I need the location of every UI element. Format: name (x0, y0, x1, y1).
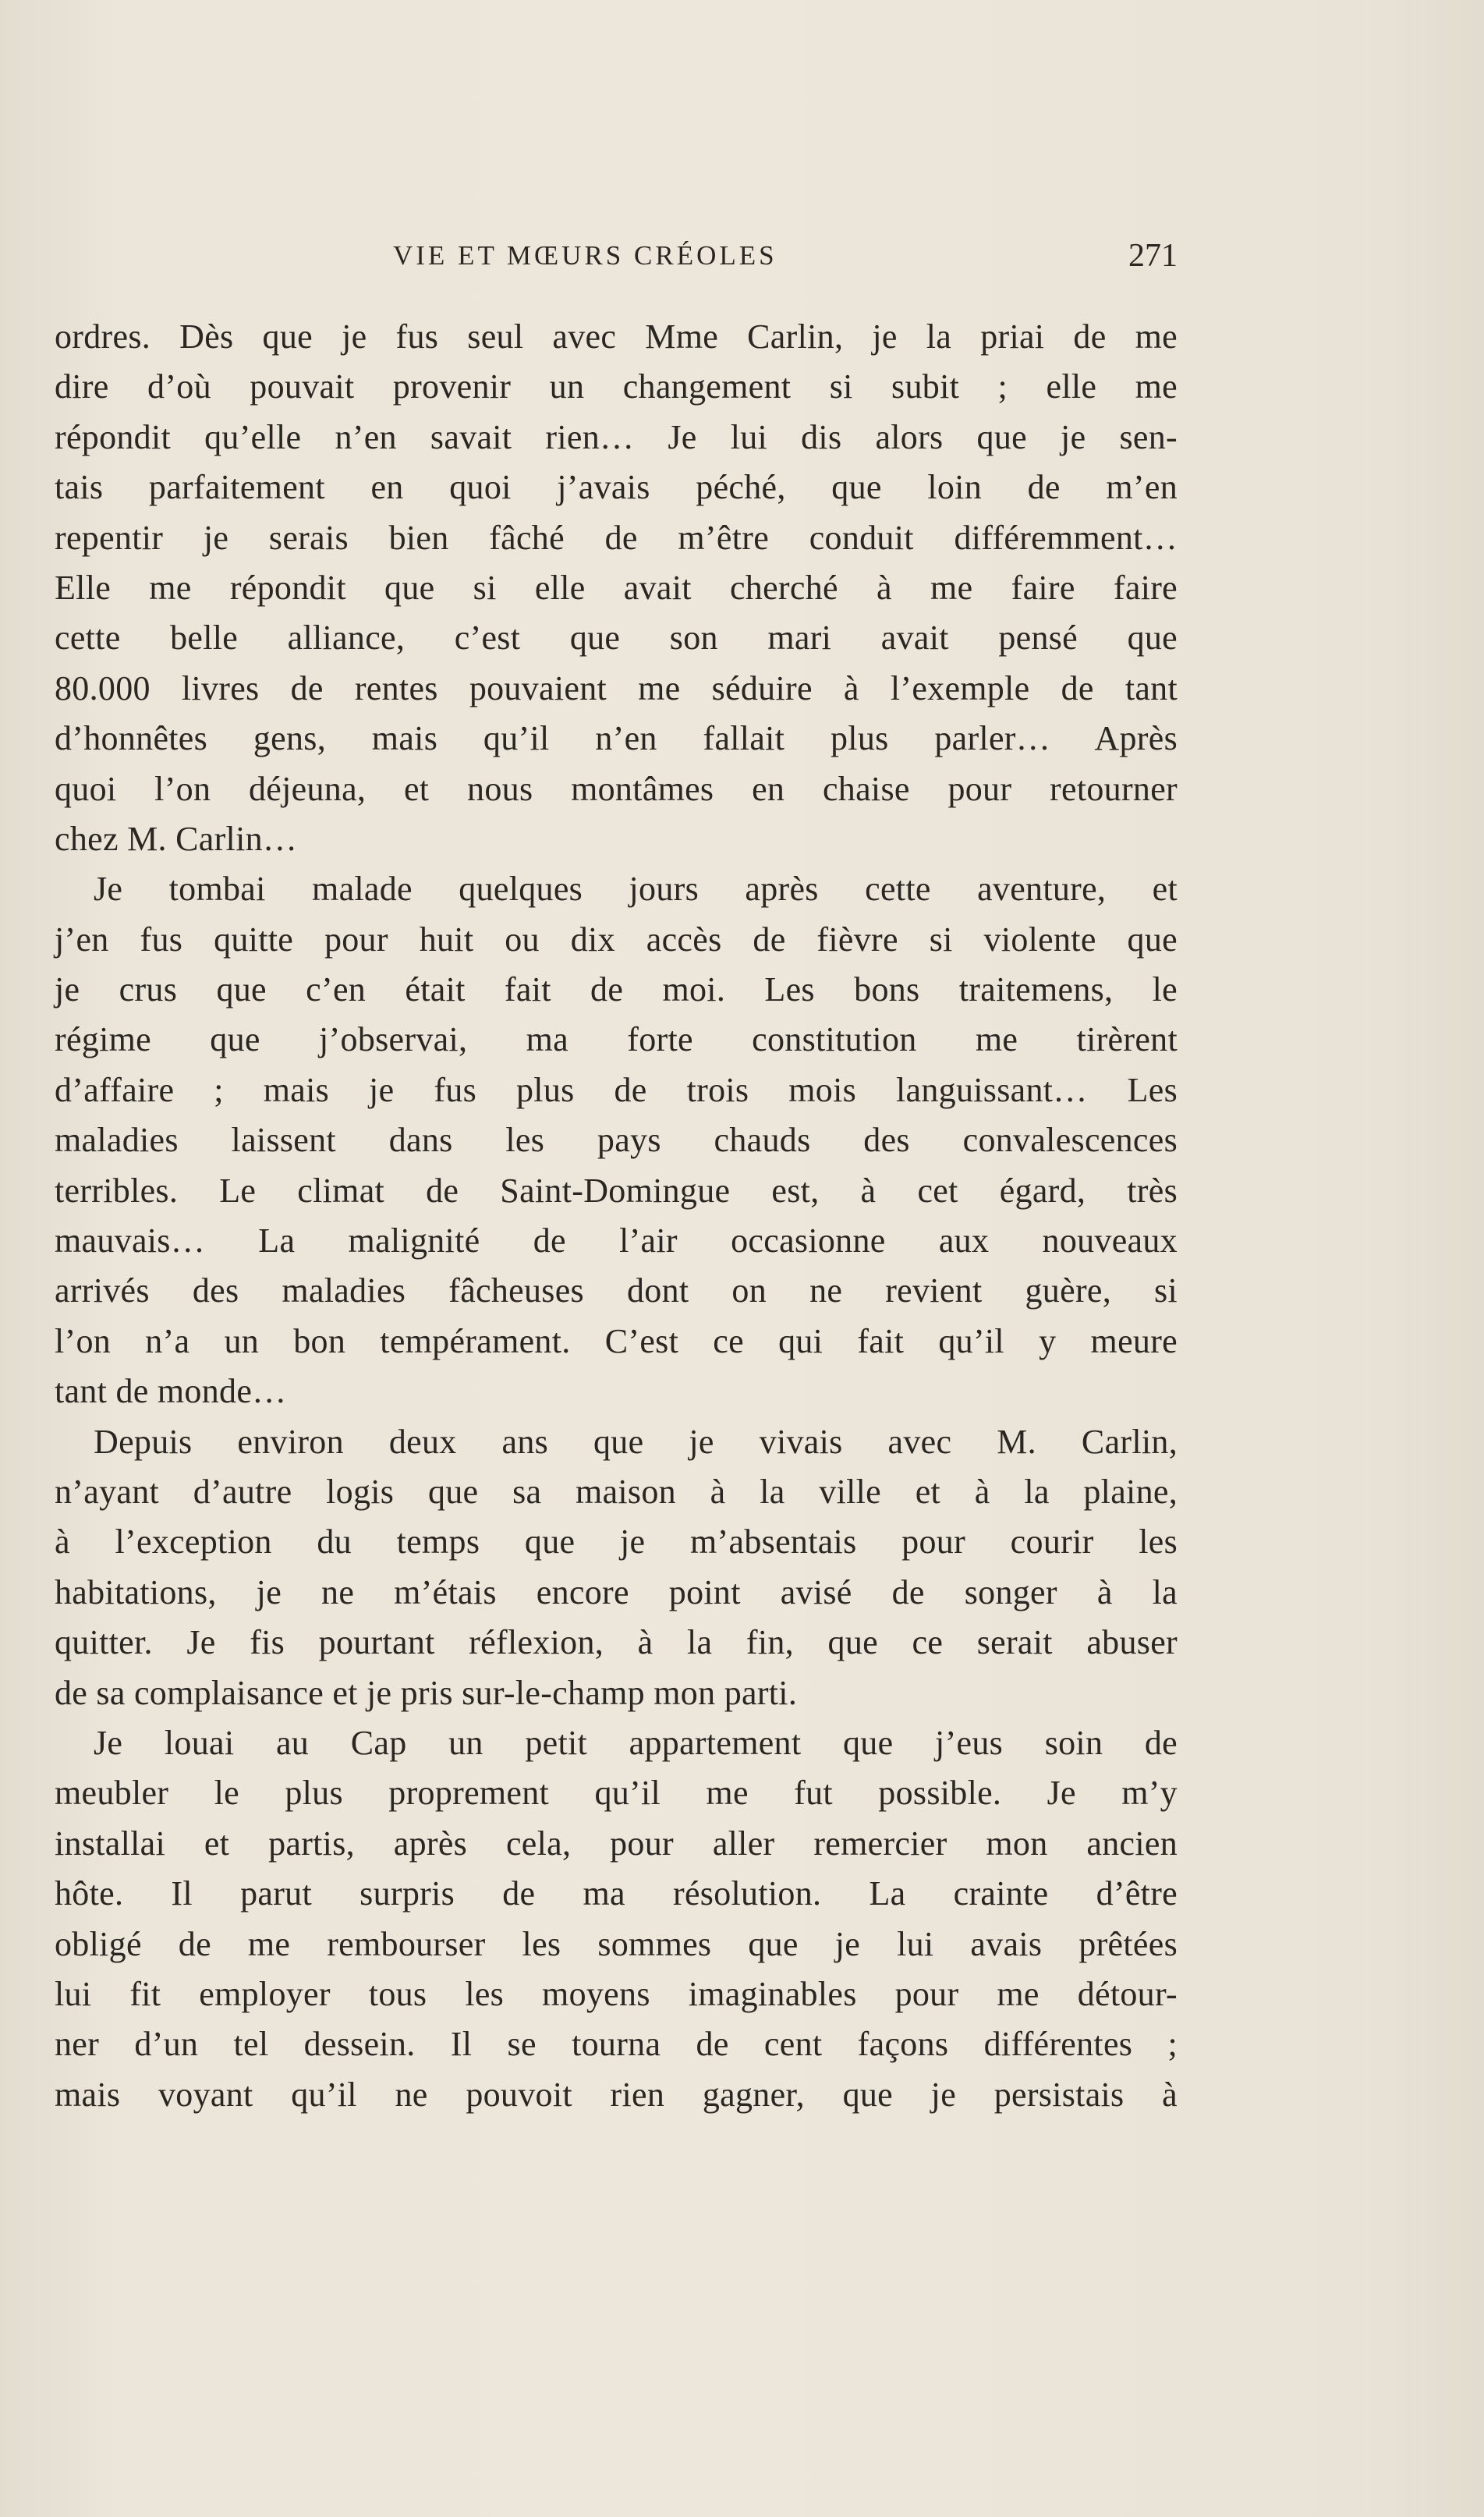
text-line: arrivés des maladies fâcheuses dont on ne revient guère, si (55, 1271, 1178, 1310)
text-line: ner d’un tel dessein. Il se tourna de cent façons différentes ; (55, 2025, 1178, 2064)
text-line: ordres. Dès que je fus seul avec Mme Carlin, je la priai de me (55, 317, 1178, 356)
body-text (55, 312, 1178, 2120)
text-line: meubler le plus proprement qu’il me fut possible. Je m’y (55, 1774, 1178, 1813)
text-line: chez M. Carlin… (55, 819, 298, 858)
text-line: Je louai au Cap un petit appartement que j’eus soin de (94, 1723, 1178, 1762)
text-line: tant de monde… (55, 1372, 287, 1411)
text-line: Je tombai malade quelques jours après cette aventure, et (94, 870, 1178, 909)
text-line: l’on n’a un bon tempérament. C’est ce qui fait qu’il y meure (55, 1321, 1178, 1360)
text-line: cette belle alliance, c’est que son mari avait pensé que (55, 619, 1178, 658)
text-line: maladies laissent dans les pays chauds des convalescences (55, 1121, 1178, 1160)
text-line: à l’exception du temps que je m’absentais pour courir les (55, 1523, 1178, 1562)
text-line: je crus que c’en était fait de moi. Les bons traitemens, le (55, 970, 1178, 1009)
text-line: de sa complaisance et je pris sur-le-champ mon parti. (55, 1673, 798, 1712)
text-line: Elle me répondit que si elle avait cherché à me faire faire (55, 568, 1178, 607)
text-line: mais voyant qu’il ne pouvoit rien gagner, que je persistais à (55, 2075, 1178, 2114)
text-line: régime que j’observai, ma forte constitution me tirèrent (55, 1020, 1178, 1059)
text-line: quoi l’on déjeuna, et nous montâmes en chaise pour retourner (55, 769, 1178, 808)
text-line: dire d’où pouvait provenir un changement si subit ; elle me (55, 367, 1178, 406)
text-line: d’affaire ; mais je fus plus de trois mois languissant… Les (55, 1070, 1178, 1109)
text-line: n’ayant d’autre logis que sa maison à la ville et à la plaine, (55, 1472, 1178, 1511)
text-line: terribles. Le climat de Saint-Domingue est, à cet égard, très (55, 1171, 1178, 1210)
page-header (55, 236, 1178, 282)
text-line: répondit qu’elle n’en savait rien… Je lui dis alors que je sen- (55, 417, 1178, 456)
page-number: 271 (1128, 238, 1178, 274)
text-line: lui fit employer tous les moyens imaginables pour me détour- (55, 1974, 1178, 2013)
text-line: installai et partis, après cela, pour aller remercier mon ancien (55, 1824, 1178, 1863)
text-line: Depuis environ deux ans que je vivais avec M. Carlin, (94, 1422, 1178, 1461)
text-line: obligé de me rembourser les sommes que je lui avais prêtées (55, 1924, 1178, 1963)
text-line: hôte. Il parut surpris de ma résolution. La crainte d’être (55, 1874, 1178, 1913)
text-line: quitter. Je fis pourtant réflexion, à la fin, que ce serait abuser (55, 1623, 1178, 1662)
running-title: VIE ET MŒURS CRÉOLES (393, 240, 777, 271)
text-line: d’honnêtes gens, mais qu’il n’en fallait plus parler… Après (55, 719, 1178, 758)
text-line: 80.000 livres de rentes pouvaient me séduire à l’exemple de tant (55, 668, 1178, 707)
text-line: habitations, je ne m’étais encore point avisé de songer à la (55, 1572, 1178, 1611)
text-line: repentir je serais bien fâché de m’être conduit différemment… (55, 518, 1178, 557)
text-line: j’en fus quitte pour huit ou dix accès de fièvre si violente que (55, 920, 1178, 959)
text-line: mauvais… La malignité de l’air occasionne aux nouveaux (55, 1221, 1178, 1260)
text-line: tais parfaitement en quoi j’avais péché, que loin de m’en (55, 468, 1178, 507)
